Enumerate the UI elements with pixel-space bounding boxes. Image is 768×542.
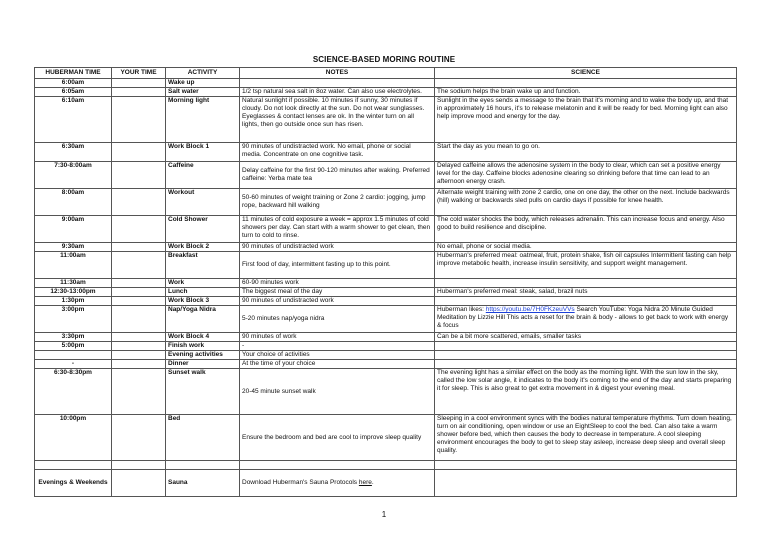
row-time: 6:10am — [35, 97, 112, 143]
row-activity: Sunset walk — [166, 369, 240, 415]
row-your-time[interactable] — [112, 461, 166, 470]
row-time: 8:00am — [35, 189, 112, 216]
row-activity: Cold Shower — [166, 216, 240, 243]
row-activity: Wake up — [166, 79, 240, 88]
row-activity: Caffeine — [166, 162, 240, 189]
row-time: - — [35, 360, 112, 369]
row-activity: Work Block 3 — [166, 297, 240, 306]
row-activity: Sauna — [166, 470, 240, 497]
row-time: Evenings & Weekends — [35, 470, 112, 497]
row-science: The evening light has a similar effect on the body as the morning light. With the sun low in the sky, called the low solar angle, it indicates to the body it's coming to the end of the day and starts preparing it for sleep. This is also great to get extra movement in & digest your evening meal. — [435, 369, 737, 415]
row-notes — [240, 461, 435, 470]
header-row — [35, 68, 737, 79]
header-notes: NOTES — [240, 68, 435, 79]
row-time: 3:30pm — [35, 333, 112, 342]
row-notes: Natural sunlight if possible. 10 minutes if sunny, 30 minutes if cloudy. Do not look directly at the sun. Do not wear sunglasses. Eyeglasses & contact lenses are ok. In the winter turn on all lights, then go outside once sun has risen. — [240, 97, 435, 143]
row-activity: Lunch — [166, 288, 240, 297]
table-row — [35, 189, 737, 216]
page-title: SCIENCE-BASED MORING ROUTINE — [312, 55, 456, 64]
table-row — [35, 88, 737, 97]
table-row — [35, 79, 737, 88]
row-your-time[interactable] — [112, 342, 166, 351]
table-row — [35, 97, 737, 143]
row-activity: Evening activities — [166, 351, 240, 360]
row-notes: 1/2 tsp natural sea salt in 8oz water. Can also use electrolytes. — [240, 88, 435, 97]
table-row — [35, 342, 737, 351]
row-time: 6:05am — [35, 88, 112, 97]
row-time: 6:30am — [35, 143, 112, 162]
row-activity: Workout — [166, 189, 240, 216]
row-your-time[interactable] — [112, 306, 166, 333]
row-time — [35, 461, 112, 470]
row-time: 9:30am — [35, 243, 112, 252]
row-your-time[interactable] — [112, 369, 166, 415]
row-science: Alternate weight training with zone 2 cardio, one on one day, the other on the next. Include backwards (hill) walking or backwards sled pulls on cardio days if possible for knee health. — [435, 189, 737, 216]
sauna-protocols-link[interactable]: here — [358, 479, 372, 487]
row-your-time[interactable] — [112, 97, 166, 143]
row-time: 3:00pm — [35, 306, 112, 333]
table-row — [35, 360, 737, 369]
row-time: 11:30am — [35, 279, 112, 288]
table-row — [35, 252, 737, 279]
row-your-time[interactable] — [112, 162, 166, 189]
row-science: Sleeping in a cool environment syncs with the bodies natural temperature rhythms. Turn down heating, turn on air conditioning, open window or use an EightSleep to cool the bed. Can also take a warm shower before bed, which then causes the body to decrease in temperature. A cool sleeping environment encourages the body to get to sleep stay asleep, increase deep sleep and overall sleep quality. — [435, 415, 737, 461]
row-your-time[interactable] — [112, 252, 166, 279]
row-activity: Work Block 4 — [166, 333, 240, 342]
table-row — [35, 143, 737, 162]
row-science — [435, 351, 737, 360]
notes-text: Download Huberman's Sauna Protocols — [242, 479, 359, 487]
row-notes — [240, 470, 435, 497]
row-notes: - — [240, 342, 435, 351]
header-science: SCIENCE — [435, 68, 737, 79]
row-time: 1:30pm — [35, 297, 112, 306]
row-notes: Your choice of activities — [240, 351, 435, 360]
table-row — [35, 297, 737, 306]
row-your-time[interactable] — [112, 360, 166, 369]
page-number: 1 — [381, 510, 387, 519]
row-activity: Work Block 1 — [166, 143, 240, 162]
row-your-time[interactable] — [112, 279, 166, 288]
row-science — [435, 79, 737, 88]
row-science: Huberman's preferred meal: oatmeal, fruit, protein shake, fish oil capsules Intermittent fasting can help improve metabolic health, increase insulin sensitivity, and support weight management. — [435, 252, 737, 279]
row-notes: 50-60 minutes of weight training or Zone 2 cardio: jogging, jump rope, backward hill walking — [240, 189, 435, 216]
row-activity: Breakfast — [166, 252, 240, 279]
header-huberman-time: HUBERMAN TIME — [35, 68, 112, 79]
header-activity: ACTIVITY — [166, 68, 240, 79]
row-your-time[interactable] — [112, 216, 166, 243]
row-time: 6:00am — [35, 79, 112, 88]
table-row — [35, 333, 737, 342]
table-row — [35, 216, 737, 243]
row-science: No email, phone or social media. — [435, 243, 737, 252]
science-text: Huberman likes: — [437, 306, 486, 313]
table-row — [35, 243, 737, 252]
row-time: 6:30-8:30pm — [35, 369, 112, 415]
row-your-time[interactable] — [112, 79, 166, 88]
row-time: 7:30-8:00am — [35, 162, 112, 189]
row-your-time[interactable] — [112, 143, 166, 162]
row-notes: At the time of your choice — [240, 360, 435, 369]
row-science: The sodium helps the brain wake up and function. — [435, 88, 737, 97]
row-science — [435, 461, 737, 470]
row-science — [435, 342, 737, 351]
row-science — [435, 306, 737, 333]
row-activity: Dinner — [166, 360, 240, 369]
row-activity: Morning light — [166, 97, 240, 143]
table-row — [35, 279, 737, 288]
row-science — [435, 470, 737, 497]
row-science: The cold water shocks the body, which releases adrenalin. This can increase focus and energy. Also good to build resilience and discipline. — [435, 216, 737, 243]
row-your-time[interactable] — [112, 470, 166, 497]
row-notes: 90 minutes of work — [240, 333, 435, 342]
row-notes: Ensure the bedroom and bed are cool to improve sleep quality — [240, 415, 435, 461]
row-science — [435, 279, 737, 288]
row-notes: The biggest meal of the day — [240, 288, 435, 297]
table-row — [35, 351, 737, 360]
table-row — [35, 415, 737, 461]
row-your-time[interactable] — [112, 243, 166, 252]
table-row — [35, 369, 737, 415]
row-science: Start the day as you mean to go on. — [435, 143, 737, 162]
row-activity — [166, 461, 240, 470]
row-activity: Work Block 2 — [166, 243, 240, 252]
row-your-time[interactable] — [112, 415, 166, 461]
row-notes: First food of day, intermittent fasting up to this point. — [240, 252, 435, 279]
row-activity: Salt water — [166, 88, 240, 97]
row-science: Sunlight in the eyes sends a message to the brain that it's morning and to wake the body up, and that in approximately 16 hours, it's to release melatonin and it will be ready for bed. Morning light can also help improve mood and energy for the day. — [435, 97, 737, 143]
row-activity: Nap/Yoga Nidra — [166, 306, 240, 333]
row-notes — [240, 79, 435, 88]
row-science: Delayed caffeine allows the adenosine system in the body to clear, which can set a positive energy level for the day. Caffeine blocks adenosine clearing so drinking before that time can lead to an afternoon energy crash. — [435, 162, 737, 189]
table-row — [35, 288, 737, 297]
notes-text: . — [371, 479, 374, 487]
row-science — [435, 297, 737, 306]
row-notes: Delay caffeine for the first 90-120 minutes after waking. Preferred caffeine: Yerba mate tea — [240, 162, 435, 189]
science-text: Search YouTube: Yoga Nidra 20 Minute Guided Meditation by Lizzie Hill This acts a reset for the brain & body - allows to get back to work with energy & focus — [437, 306, 729, 329]
header-your-time: YOUR TIME — [112, 68, 166, 79]
row-science: Can be a bit more scattered, emails, smaller tasks — [435, 333, 737, 342]
row-time: 11:00am — [35, 252, 112, 279]
row-notes: 5-20 minutes nap/yoga nidra — [240, 306, 435, 333]
row-time: 12:30-13:00pm — [35, 288, 112, 297]
yoga-nidra-link[interactable]: https://youtu.be/7H0FKzeuVVs — [485, 306, 575, 313]
row-activity: Work — [166, 279, 240, 288]
row-your-time[interactable] — [112, 333, 166, 342]
table-row — [35, 306, 737, 333]
row-your-time[interactable] — [112, 88, 166, 97]
row-notes: 11 minutes of cold exposure a week = approx 1.5 minutes of cold showers per day. Can start with a warm shower to get clean, then turn to cold to rinse. — [240, 216, 435, 243]
row-notes: 90 minutes of undistracted work — [240, 243, 435, 252]
row-your-time[interactable] — [112, 189, 166, 216]
row-science — [435, 360, 737, 369]
row-notes: 90 minutes of undistracted work. No email, phone or social media. Concentrate on one cognitive task. — [240, 143, 435, 162]
row-activity: Bed — [166, 415, 240, 461]
table-row — [35, 162, 737, 189]
row-activity: Finish work — [166, 342, 240, 351]
row-your-time[interactable] — [112, 351, 166, 360]
row-time: 10:00pm — [35, 415, 112, 461]
row-time: 5:00pm — [35, 342, 112, 351]
row-time: 9:00am — [35, 216, 112, 243]
row-science: Huberman's preferred meal: steak, salad, brazil nuts — [435, 288, 737, 297]
row-notes: 60-90 minutes work — [240, 279, 435, 288]
row-your-time[interactable] — [112, 297, 166, 306]
table-row — [35, 461, 737, 470]
row-time — [35, 351, 112, 360]
table-row — [35, 470, 737, 497]
row-your-time[interactable] — [112, 288, 166, 297]
row-notes: 90 minutes of undistracted work — [240, 297, 435, 306]
routine-table — [34, 67, 737, 497]
row-notes: 20-45 minute sunset walk — [240, 369, 435, 415]
